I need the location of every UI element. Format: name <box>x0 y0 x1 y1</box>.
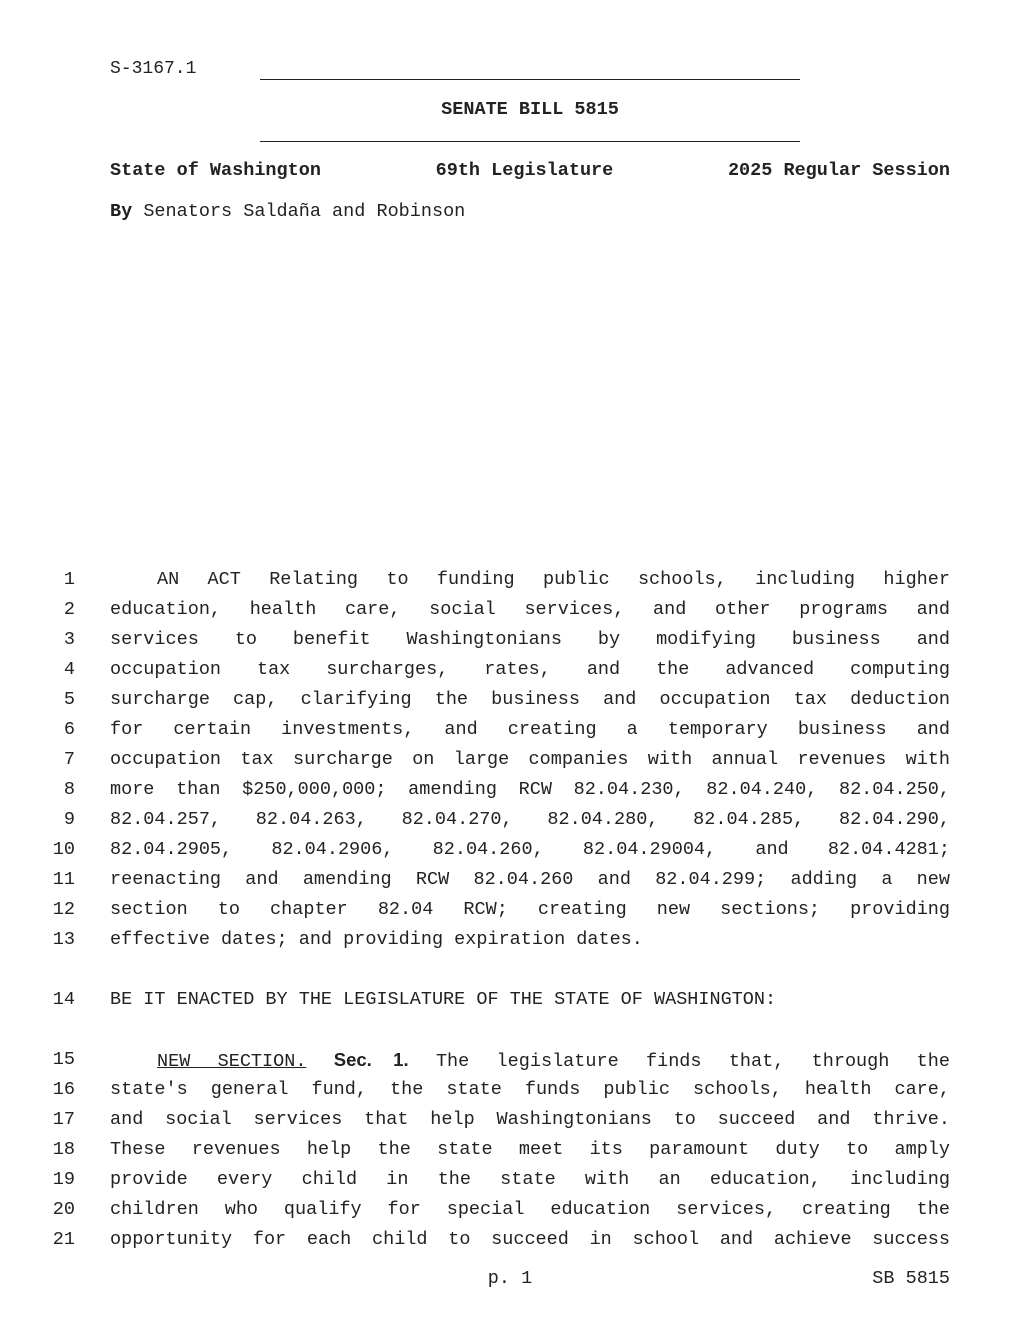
bill-line: occupation tax surcharges, rates, and the advanced computing <box>110 659 950 680</box>
bill-line: reenacting and amending RCW 82.04.260 and 82.04.299; adding a new <box>110 869 950 890</box>
bill-line: education, health care, social services, and other programs and <box>110 599 950 620</box>
line-number: 14 <box>52 989 75 1010</box>
line-number: 6 <box>63 719 75 740</box>
bill-line: section to chapter 82.04 RCW; creating new sections; providing <box>110 899 950 920</box>
bill-line: children who qualify for special education services, creating the <box>110 1199 950 1220</box>
bill-line: services to benefit Washingtonians by modifying business and <box>110 629 950 650</box>
bill-title: SENATE BILL 5815 <box>441 99 619 120</box>
bill-header <box>110 160 950 181</box>
line-number: 17 <box>52 1109 75 1130</box>
section-heading-line <box>110 1049 950 1072</box>
line-number: 3 <box>63 629 75 650</box>
state-name: State of Washington <box>110 160 321 181</box>
line-number: 15 <box>52 1049 75 1070</box>
bill-line: 82.04.2905, 82.04.2906, 82.04.260, 82.04.29004, and 82.04.4281; <box>110 839 950 860</box>
enacting-clause: BE IT ENACTED BY THE LEGISLATURE OF THE STATE OF WASHINGTON: <box>110 989 777 1010</box>
line-number: 21 <box>52 1229 75 1250</box>
sponsor-names: Senators Saldaña and Robinson <box>143 201 466 222</box>
new-section-label: NEW SECTION. <box>157 1051 307 1072</box>
session: 2025 Regular Session <box>727 160 950 181</box>
bill-line: These revenues help the state meet its paramount duty to amply <box>110 1139 950 1160</box>
line-number: 11 <box>52 869 75 890</box>
bill-line: more than $250,000,000; amending RCW 82.04.230, 82.04.240, 82.04.250, <box>110 779 950 800</box>
bill-line: effective dates; and providing expiration dates. <box>110 929 643 950</box>
bill-line: 82.04.257, 82.04.263, 82.04.270, 82.04.280, 82.04.285, 82.04.290, <box>110 809 950 830</box>
line-number: 4 <box>63 659 75 680</box>
sponsors <box>110 201 465 222</box>
bill-line: state's general fund, the state funds public schools, health care, <box>110 1079 950 1100</box>
line-number: 10 <box>52 839 75 860</box>
line-number: 5 <box>63 689 75 710</box>
bill-line-text: The legislature finds that, through the <box>435 1051 950 1072</box>
bill-line: surcharge cap, clarifying the business and occupation tax deduction <box>110 689 950 710</box>
footer-bill-id: SB 5815 <box>872 1268 950 1289</box>
bill-line: for certain investments, and creating a temporary business and <box>110 719 950 740</box>
title-rule-top <box>260 79 800 80</box>
line-number: 18 <box>52 1139 75 1160</box>
title-rule-bottom <box>260 141 800 142</box>
draft-id: S-3167.1 <box>110 59 197 79</box>
by-label: By <box>110 201 133 222</box>
page-number: p. 1 <box>487 1268 533 1289</box>
line-number: 13 <box>52 929 75 950</box>
bill-line: opportunity for each child to succeed in school and achieve success <box>110 1229 950 1250</box>
line-number: 20 <box>52 1199 75 1220</box>
line-number: 8 <box>63 779 75 800</box>
line-number: 2 <box>63 599 75 620</box>
line-number: 7 <box>63 749 75 770</box>
section-number: Sec. 1. <box>333 1049 409 1070</box>
line-number: 19 <box>52 1169 75 1190</box>
bill-line: provide every child in the state with an education, including <box>110 1169 950 1190</box>
legislature: 69th Legislature <box>435 160 614 181</box>
bill-line: occupation tax surcharge on large companies with annual revenues with <box>110 749 950 770</box>
line-number: 12 <box>52 899 75 920</box>
line-number: 16 <box>52 1079 75 1100</box>
bill-line: AN ACT Relating to funding public schools, including higher <box>157 569 950 590</box>
line-number: 1 <box>63 569 75 590</box>
bill-line: and social services that help Washingtonians to succeed and thrive. <box>110 1109 950 1130</box>
line-number: 9 <box>63 809 75 830</box>
